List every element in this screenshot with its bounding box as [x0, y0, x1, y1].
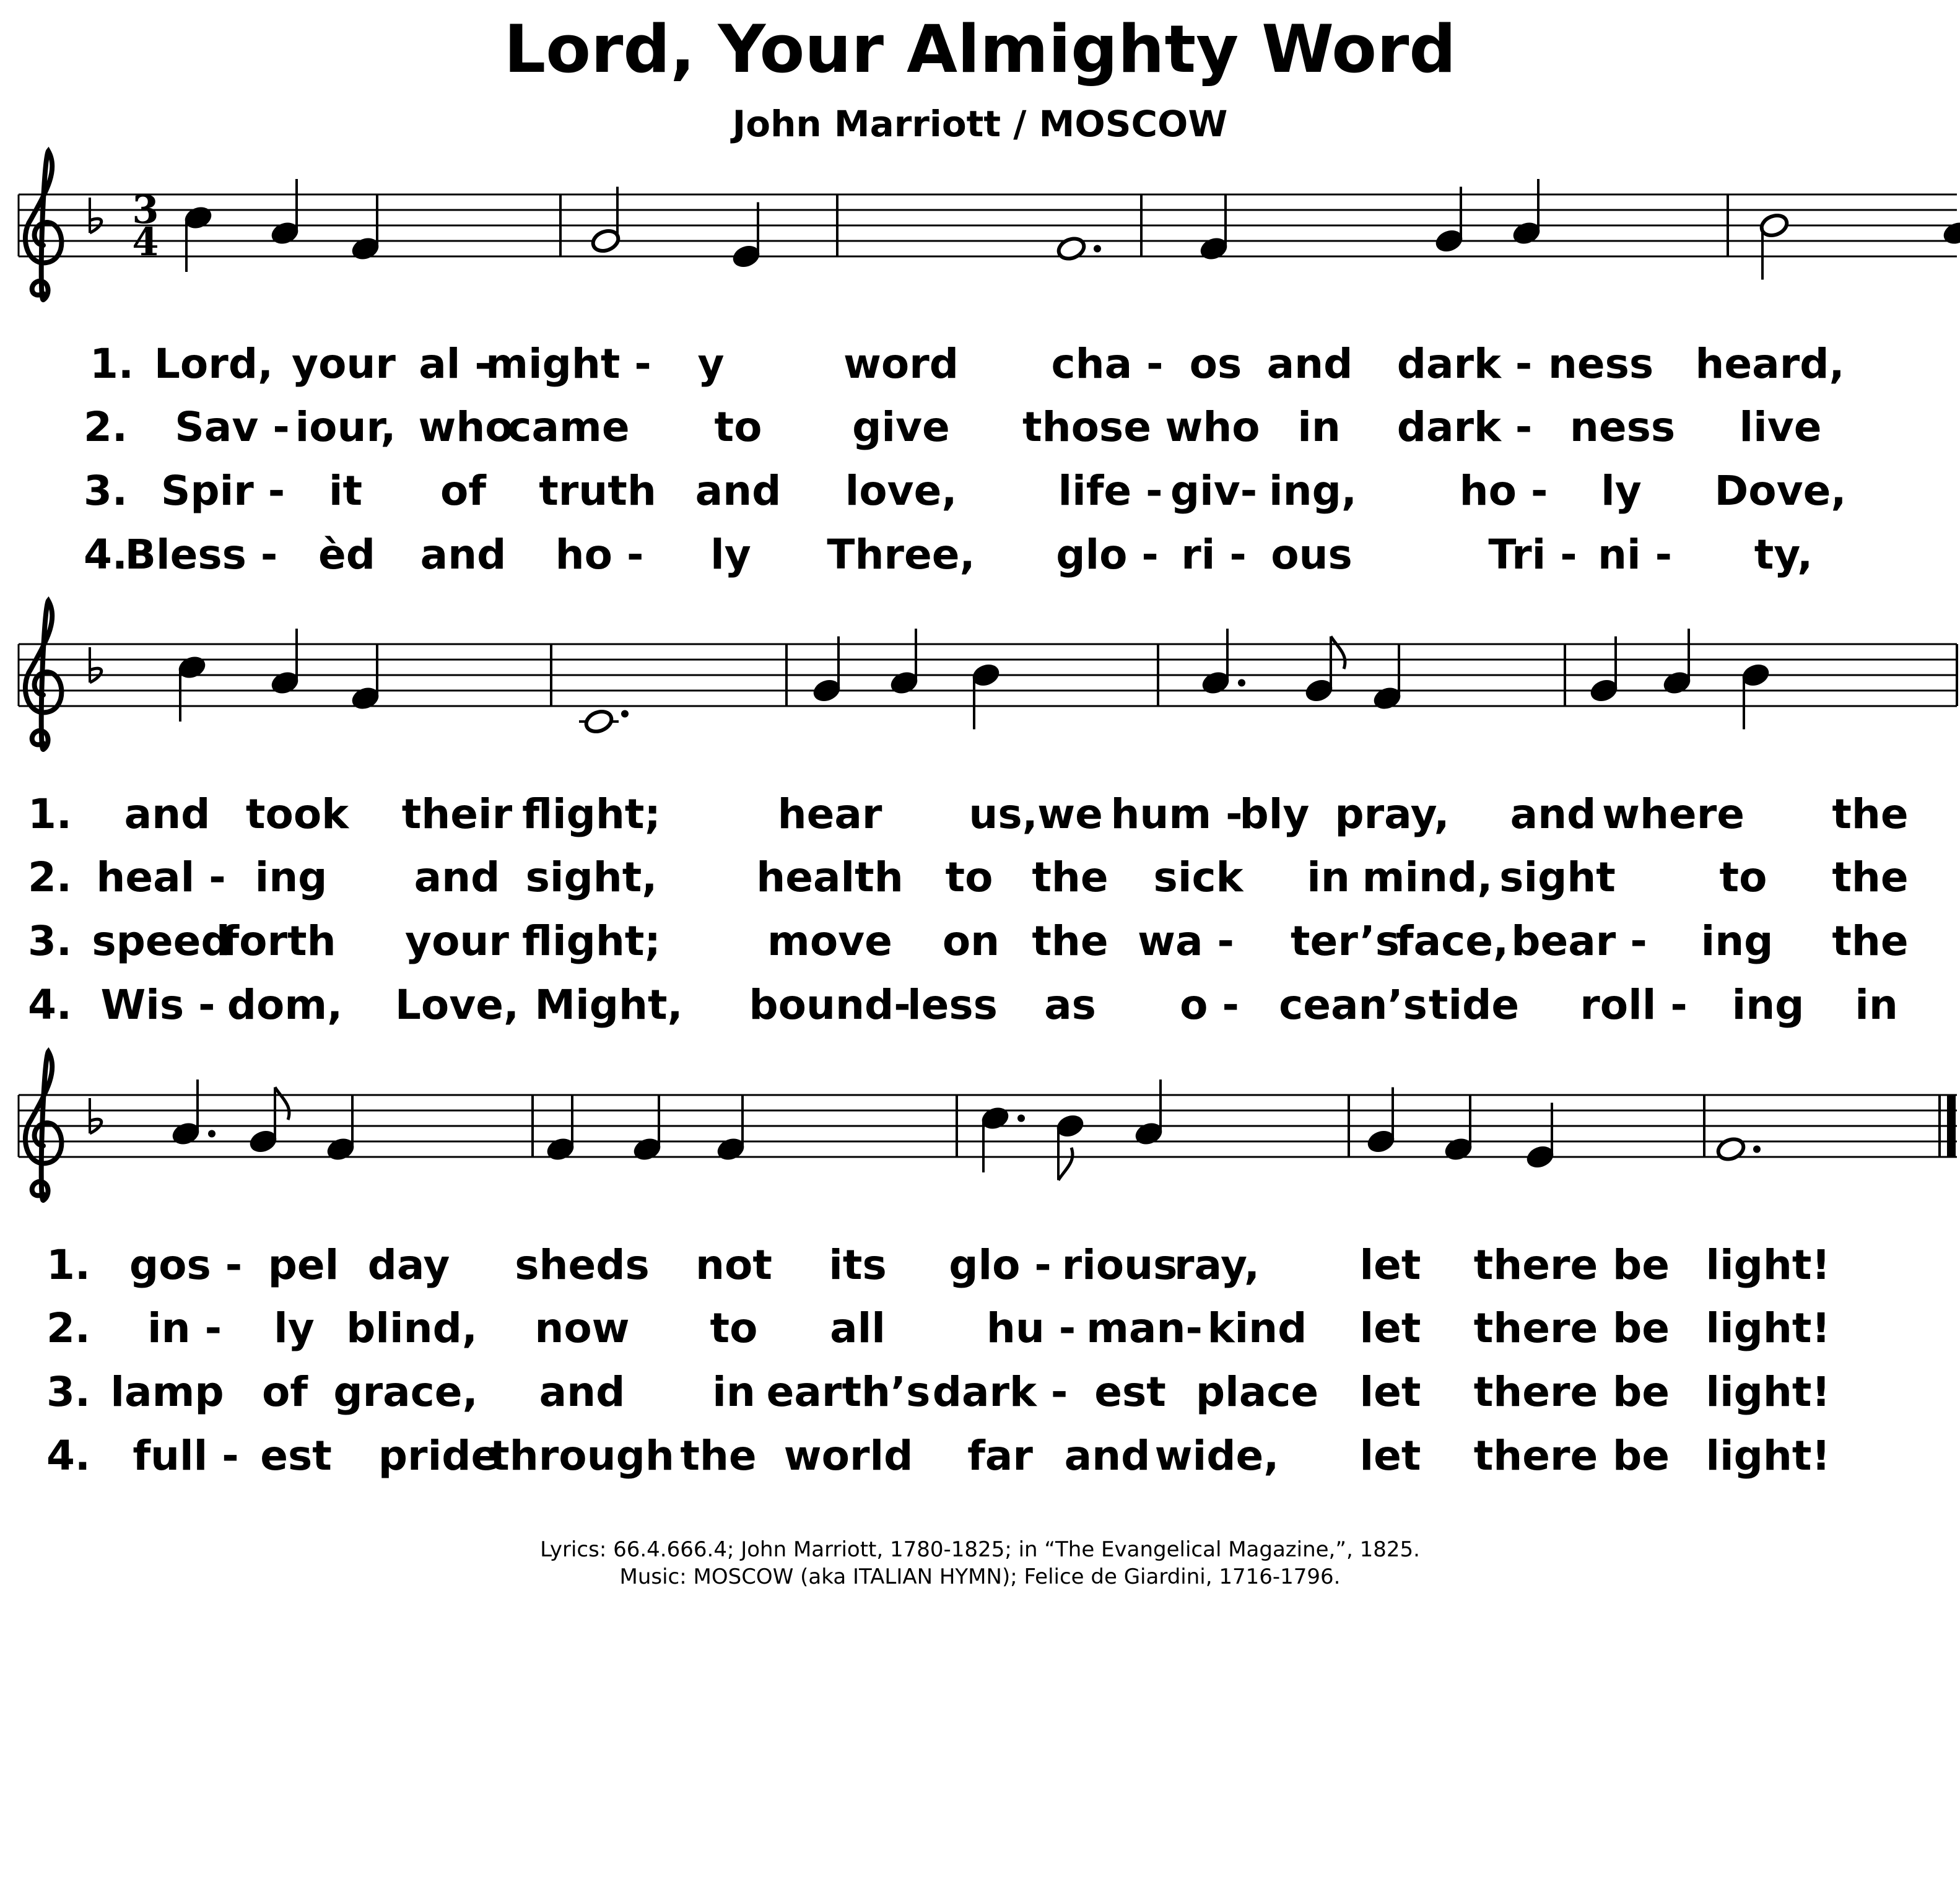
lyric-syllable: Lord, — [154, 340, 274, 388]
lyric-syllable: and — [420, 531, 507, 578]
lyric-syllable: the — [1832, 853, 1909, 901]
lyric-syllable: ous — [1271, 531, 1352, 578]
lyric-syllable: where — [1601, 790, 1745, 838]
lyric-syllable: wide, — [1154, 1432, 1279, 1480]
lyric-syllable: and — [695, 467, 782, 515]
lyric-syllable: of — [261, 1368, 308, 1416]
lyric-syllable: now — [534, 1304, 630, 1352]
lyric-syllable: ray, — [1174, 1241, 1260, 1289]
lyric-syllable: Wis - — [100, 981, 216, 1029]
lyric-syllable: and — [1510, 790, 1596, 838]
lyric-syllable: light! — [1705, 1241, 1831, 1289]
lyric-syllable: wa - — [1138, 917, 1234, 965]
lyric-syllable: to — [714, 403, 762, 451]
lyric-syllable: in — [712, 1368, 756, 1416]
page-subtitle: John Marriott / MOSCOW — [732, 103, 1228, 145]
lyric-syllable: might - — [486, 340, 651, 388]
lyric-syllable: ho - — [555, 531, 644, 578]
verse-number: 3. — [84, 467, 128, 515]
lyric-syllable: gos - — [129, 1241, 243, 1289]
lyric-syllable: hear — [777, 790, 882, 838]
lyric-syllable: sick — [1153, 853, 1244, 901]
eighth-flag — [275, 1088, 289, 1120]
note-head — [1056, 235, 1087, 263]
lyric-syllable: life - — [1058, 467, 1163, 515]
lyric-syllable: who — [1165, 403, 1260, 451]
lyric-syllable: Love, — [394, 981, 520, 1029]
eighth-flag — [1058, 1148, 1073, 1180]
credits — [0, 1536, 1960, 1590]
lyric-syllable: hu - — [986, 1304, 1076, 1352]
augmentation-dot — [1753, 1146, 1761, 1153]
lyric-syllable: give — [852, 403, 950, 451]
verse-number: 3. — [46, 1368, 90, 1416]
lyric-syllable: pel — [268, 1241, 339, 1289]
lyric-syllable: bound- — [749, 981, 911, 1029]
lyric-syllable: rious — [1061, 1241, 1178, 1289]
lyric-syllable: there — [1473, 1368, 1598, 1416]
lyric-syllable: ing — [1701, 917, 1774, 965]
verse-number: 4. — [84, 531, 128, 578]
lyric-syllable: ho - — [1459, 467, 1548, 515]
lyric-syllable: ni - — [1598, 531, 1672, 578]
lyric-syllable: be — [1612, 1368, 1670, 1416]
lyric-syllable: heard, — [1695, 340, 1845, 388]
lyric-syllable: in — [1297, 403, 1341, 451]
lyric-syllable: there — [1473, 1432, 1598, 1480]
lyric-syllable: love, — [845, 467, 957, 515]
lyric-syllable: dom, — [227, 981, 343, 1029]
lyric-syllable: grace, — [333, 1368, 478, 1416]
lyric-syllable: cean’s — [1279, 981, 1427, 1029]
lyric-syllable: and — [539, 1368, 625, 1416]
lyric-syllable: light! — [1705, 1368, 1831, 1416]
lyric-syllable: glo - — [949, 1241, 1052, 1289]
lyric-syllable: ri - — [1181, 531, 1247, 578]
lyric-syllable: hum - — [1110, 790, 1243, 838]
augmentation-dot — [208, 1130, 216, 1138]
lyric-syllable: bear - — [1511, 917, 1647, 965]
verse-number: 4. — [46, 1432, 90, 1480]
note-head — [1941, 220, 1960, 247]
note-head — [1715, 1136, 1746, 1163]
lyric-syllable: far — [967, 1432, 1033, 1480]
verse-number: 1. — [90, 340, 134, 388]
lyric-syllable: o - — [1180, 981, 1239, 1029]
final-barline-thick — [1947, 1095, 1956, 1157]
lyric-syllable: ing — [1731, 981, 1805, 1029]
augmentation-dot — [1017, 1115, 1025, 1122]
lyric-syllable: let — [1359, 1368, 1421, 1416]
lyric-syllable: their — [401, 790, 513, 838]
lyric-syllable: dark - — [932, 1368, 1068, 1416]
lyric-syllable: Might, — [534, 981, 683, 1029]
verse-number: 2. — [84, 403, 128, 451]
lyric-syllable: there — [1473, 1241, 1598, 1289]
lyric-syllable: ness — [1569, 403, 1676, 451]
lyric-syllable: face, — [1395, 917, 1509, 965]
lyric-syllable: lamp — [110, 1368, 224, 1416]
lyric-syllable: the — [1032, 917, 1108, 965]
lyric-syllable: move — [767, 917, 892, 965]
lyric-syllable: speed — [92, 917, 230, 965]
lyric-syllable: the — [680, 1432, 757, 1480]
lyric-syllable: èd — [318, 531, 376, 578]
lyric-syllable: in — [1855, 981, 1898, 1029]
lyric-syllable: truth — [539, 467, 656, 515]
music-credit: Music: MOSCOW (aka ITALIAN HYMN); Felice de Giardini, 1716-1796. — [619, 1564, 1341, 1589]
lyric-syllable: bly — [1239, 790, 1310, 838]
verse-number: 3. — [28, 917, 72, 965]
lyric-syllable: Three, — [827, 531, 975, 578]
lyric-syllable: full - — [133, 1432, 239, 1480]
lyric-syllable: ly — [1601, 467, 1642, 515]
lyric-syllable: ing, — [1269, 467, 1357, 515]
lyric-syllable: ter’s — [1291, 917, 1400, 965]
time-signature-top: 3 — [132, 187, 159, 232]
lyric-syllable: let — [1359, 1241, 1421, 1289]
lyric-syllable: Sav - — [175, 403, 290, 451]
note-head — [583, 708, 614, 735]
lyric-syllable: to — [1719, 853, 1767, 901]
lyric-syllable: of — [440, 467, 487, 515]
lyric-syllable: kind — [1207, 1304, 1307, 1352]
augmentation-dot — [1238, 679, 1245, 687]
lyric-syllable: blind, — [346, 1304, 477, 1352]
lyric-syllable: Dove, — [1714, 467, 1847, 515]
lyric-syllable: we — [1037, 790, 1103, 838]
lyric-syllable: as — [1044, 981, 1096, 1029]
lyric-syllable: est — [260, 1432, 332, 1480]
lyric-syllable: came — [507, 403, 630, 451]
lyric-syllable: and — [1266, 340, 1353, 388]
lyric-syllable: ing — [255, 853, 328, 901]
lyric-syllable: live — [1739, 403, 1822, 451]
lyric-syllable: flight; — [522, 790, 661, 838]
lyric-syllable: dark - — [1396, 340, 1533, 388]
lyric-syllable: in — [1307, 853, 1350, 901]
lyric-syllable: the — [1032, 853, 1108, 901]
lyric-syllable: sheds — [515, 1241, 650, 1289]
lyric-syllable: sight — [1499, 853, 1616, 901]
lyric-syllable: light! — [1705, 1432, 1831, 1480]
augmentation-dot — [1094, 245, 1101, 253]
lyric-syllable: and — [124, 790, 211, 838]
lyric-syllable: glo - — [1056, 531, 1159, 578]
lyric-syllable: ly — [274, 1304, 315, 1352]
lyric-syllable: flight; — [522, 917, 661, 965]
lyric-syllable: and — [1064, 1432, 1151, 1480]
page-title: Lord, Your Almighty Word — [503, 11, 1457, 87]
lyric-syllable: roll - — [1580, 981, 1688, 1029]
lyric-syllable: y — [697, 340, 725, 388]
lyric-syllable: tide — [1428, 981, 1520, 1029]
lyric-syllable: to — [710, 1304, 758, 1352]
lyric-syllable: sight, — [525, 853, 658, 901]
lyric-syllable: word — [843, 340, 959, 388]
lyric-syllable: those — [1022, 403, 1151, 451]
lyric-syllable: all — [830, 1304, 886, 1352]
lyric-syllable: in - — [147, 1304, 222, 1352]
lyric-syllable: forth — [221, 917, 336, 965]
lyric-syllable: iour, — [295, 403, 396, 451]
verse-number: 1. — [46, 1241, 90, 1289]
lyric-syllable: est — [1094, 1368, 1166, 1416]
lyric-syllable: ty, — [1754, 531, 1813, 578]
lyric-syllable: let — [1359, 1304, 1421, 1352]
lyric-syllable: place — [1195, 1368, 1319, 1416]
lyric-syllable: less — [907, 981, 998, 1029]
lyric-syllable: mind, — [1362, 853, 1493, 901]
lyric-syllable: its — [829, 1241, 887, 1289]
lyric-syllable: through — [490, 1432, 674, 1480]
lyric-syllable: giv- — [1170, 467, 1258, 515]
lyric-syllable: be — [1612, 1432, 1670, 1480]
lyric-syllable: earth’s — [766, 1368, 931, 1416]
lyric-syllable: heal - — [96, 853, 226, 901]
lyric-syllable: pride — [378, 1432, 499, 1480]
verse-number: 2. — [28, 853, 72, 901]
lyric-syllable: be — [1612, 1241, 1670, 1289]
lyric-syllable: there — [1473, 1304, 1598, 1352]
time-signature-bottom: 4 — [132, 219, 159, 264]
lyric-syllable: al - — [419, 340, 492, 388]
lyric-syllable: not — [695, 1241, 772, 1289]
lyric-syllable: health — [756, 853, 904, 901]
lyric-syllable: Spir - — [160, 467, 285, 515]
lyric-syllable: on — [942, 917, 1000, 965]
lyric-syllable: day — [367, 1241, 450, 1289]
lyric-syllable: let — [1359, 1432, 1421, 1480]
lyric-syllable: be — [1612, 1304, 1670, 1352]
lyric-syllable: pray, — [1335, 790, 1450, 838]
verse-number: 4. — [28, 981, 72, 1029]
lyric-syllable: the — [1832, 917, 1909, 965]
lyric-syllable: who — [418, 403, 513, 451]
lyric-syllable: Bless - — [124, 531, 278, 578]
verse-number: 1. — [28, 790, 72, 838]
lyric-syllable: us, — [969, 790, 1038, 838]
lyric-syllable: man- — [1086, 1304, 1203, 1352]
lyric-syllable: dark - — [1396, 403, 1533, 451]
lyric-syllable: os — [1189, 340, 1242, 388]
verse-number: 2. — [46, 1304, 90, 1352]
eighth-flag — [1331, 637, 1345, 670]
augmentation-dot — [621, 710, 629, 718]
lyric-syllable: it — [328, 467, 363, 515]
lyric-syllable: ly — [710, 531, 751, 578]
lyric-syllable: and — [414, 853, 500, 901]
lyric-syllable: cha - — [1051, 340, 1164, 388]
lyric-syllable: light! — [1705, 1304, 1831, 1352]
lyric-syllable: took — [245, 790, 349, 838]
lyric-syllable: ness — [1548, 340, 1654, 388]
lyric-syllable: world — [783, 1432, 913, 1480]
lyric-syllable: your — [405, 917, 509, 965]
lyric-syllable: your — [292, 340, 396, 388]
lyric-syllable: the — [1832, 790, 1909, 838]
lyric-syllable: to — [945, 853, 993, 901]
lyric-syllable: Tri - — [1488, 531, 1577, 578]
lyrics-credit: Lyrics: 66.4.666.4; John Marriott, 1780-1825; in “The Evangelical Magazine,”, 1825. — [540, 1537, 1420, 1562]
